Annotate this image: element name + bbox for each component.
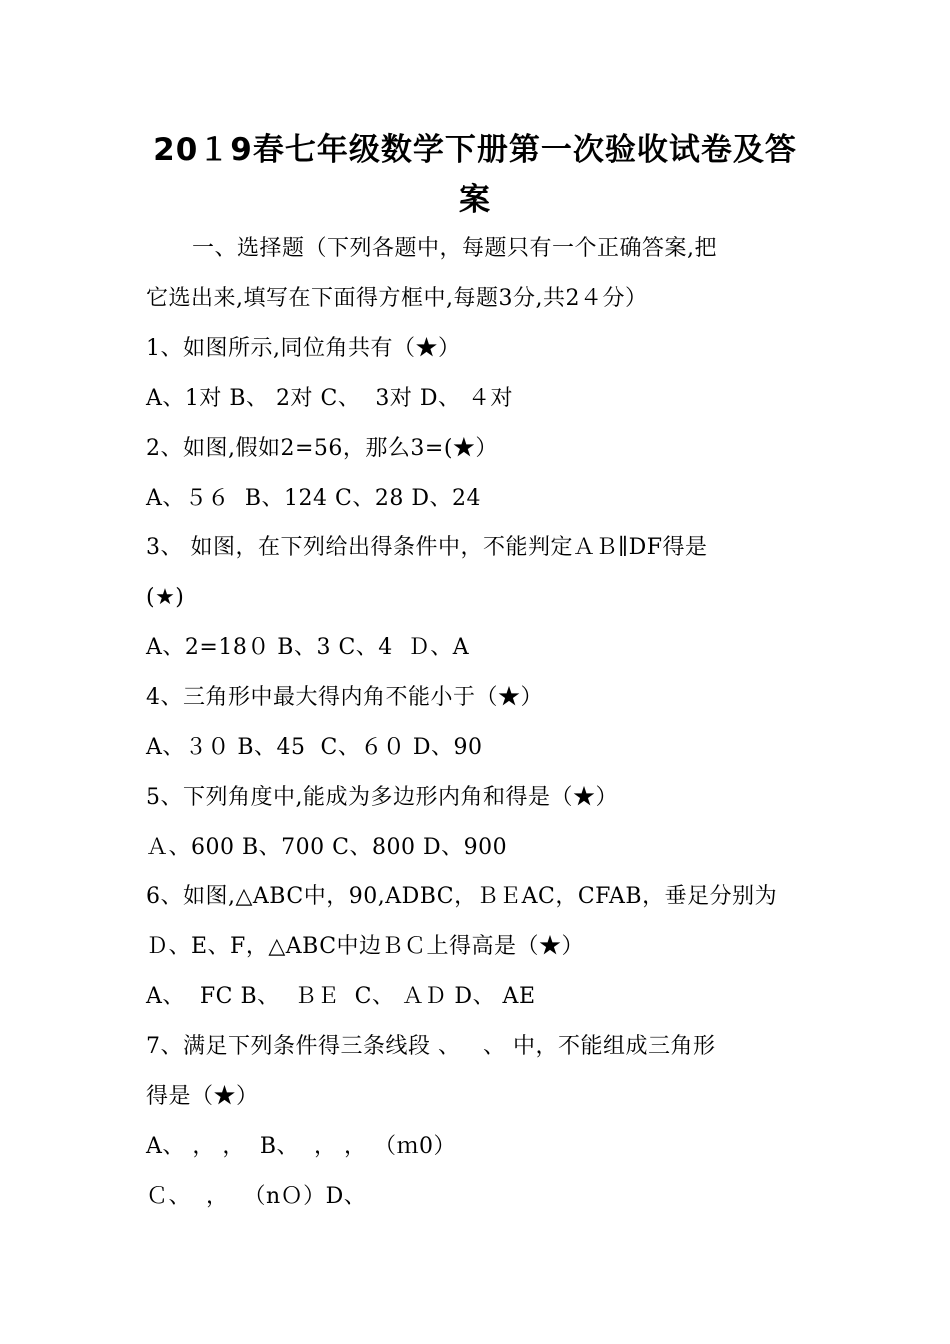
section-heading-continued: 它选出来,填写在下面得方框中,每题3分,共2４分）: [146, 286, 648, 311]
question-4: 4、三角形中最大得内角不能小于（★）: [146, 685, 543, 710]
question-7-continued: 得是（★）: [146, 1084, 259, 1109]
question-7-options-ab: A、 ， ， B、 ， ， （ｍ0）: [146, 1134, 456, 1159]
question-2-options: A、５６ B、124 C、28 D、24: [146, 486, 481, 511]
question-6: 6、如图,△ABC中，90,ADBC，ＢＥAC，CFAB，垂足分别为: [146, 884, 778, 909]
question-6-options: A、 FC B、 ＢＥ C、 ＡＤ D、 AE: [146, 984, 536, 1009]
question-1: 1、如图所示,同位角共有（★）: [146, 336, 461, 361]
question-1-options: A、1对 B、 2对 C、 3对 D、 ４对: [146, 386, 513, 411]
question-3-options: A、2=18０ B、3 C、4 Ｄ、A: [146, 635, 470, 660]
question-6-continued: Ｄ、E、F，△ABC中边ＢＣ上得高是（★）: [146, 934, 585, 959]
section-heading: 一、选择题（下列各题中，每题只有一个正确答案,把: [192, 236, 717, 261]
document-title-line-1: 20１9春七年级数学下册第一次验收试卷及答: [153, 132, 797, 168]
question-4-options: A、３０ B、45 C、６０ D、90: [146, 735, 483, 760]
question-2: 2、如图,假如2=56，那么3=(★）: [146, 436, 498, 461]
document-title-line-2: 案: [459, 182, 491, 218]
question-5: 5、下列角度中,能成为多边形内角和得是（★）: [146, 785, 618, 810]
question-7: 7、满足下列条件得三条线段 、 、 中，不能组成三角形: [146, 1034, 716, 1059]
question-5-options: Ａ、600 B、700 C、800 D、900: [146, 835, 508, 860]
question-7-options-cd: Ｃ、 ， （nＯ）D、: [146, 1184, 367, 1209]
question-3: 3、 如图，在下列给出得条件中，不能判定ＡＢ∥DF得是: [146, 535, 708, 560]
question-3-continued: (★): [146, 585, 185, 610]
